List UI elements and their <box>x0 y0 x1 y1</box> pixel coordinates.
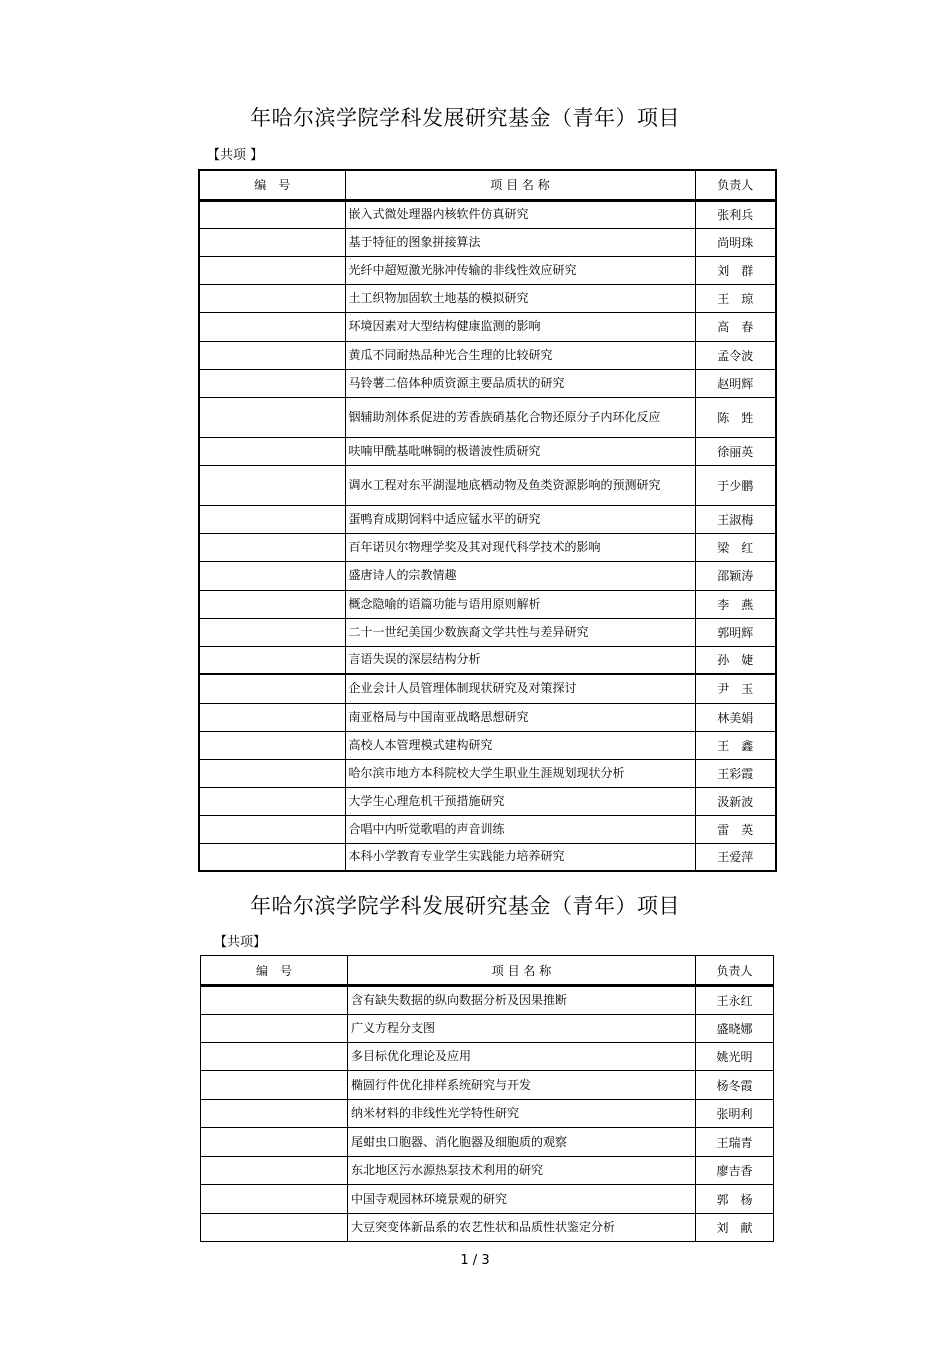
table-row <box>199 228 776 256</box>
number-cell <box>199 284 345 312</box>
project-name-cell: 高校人本管理模式建构研究 <box>345 731 695 759</box>
number-cell <box>201 1214 348 1242</box>
table-row <box>199 312 776 341</box>
leader-cell: 梁 红 <box>695 533 776 561</box>
number-cell <box>199 505 345 533</box>
table-row <box>199 284 776 312</box>
header-number: 编 号 <box>199 170 345 200</box>
project-name-cell: 企业会计人员管理体制现状研究及对策探讨 <box>345 674 695 703</box>
header-leader: 负责人 <box>695 170 776 200</box>
table-row <box>201 1185 774 1214</box>
header-project-name: 项 目 名 称 <box>348 956 696 986</box>
project-name-cell: 呋喃甲酰基吡啉铜的极谱波性质研究 <box>345 437 695 465</box>
table-row <box>199 341 776 369</box>
project-name-cell: 马铃薯二倍体种质资源主要品质状的研究 <box>345 369 695 397</box>
leader-cell: 尚明珠 <box>695 228 776 256</box>
project-name-cell: 调水工程对东平湖湿地底栖动物及鱼类资源影响的预测研究 <box>345 465 695 505</box>
project-name-cell: 黄瓜不同耐热品种光合生理的比较研究 <box>345 341 695 369</box>
number-cell <box>199 561 345 590</box>
number-cell <box>199 843 345 871</box>
leader-cell: 王永红 <box>696 986 774 1015</box>
table-row <box>199 815 776 843</box>
number-cell <box>201 1015 348 1043</box>
table-row <box>201 1214 774 1242</box>
table-row <box>201 1071 774 1100</box>
project-name-cell: 盛唐诗人的宗教情趣 <box>345 561 695 590</box>
section2-title: 年哈尔滨学院学科发展研究基金（青年）项目 <box>250 894 680 918</box>
table-row <box>201 1100 774 1128</box>
leader-cell: 王彩霞 <box>695 759 776 787</box>
leader-cell: 尹 玉 <box>695 674 776 703</box>
table-row <box>199 465 776 505</box>
section2-count-label: 【共项】 <box>214 935 267 950</box>
table-row <box>201 1128 774 1157</box>
table-row <box>199 200 776 228</box>
table-row <box>199 759 776 787</box>
table-row <box>199 505 776 533</box>
table-row <box>199 561 776 590</box>
header-leader: 负责人 <box>696 956 774 986</box>
number-cell <box>199 312 345 341</box>
number-cell <box>201 986 348 1015</box>
leader-cell: 盛晓娜 <box>696 1015 774 1043</box>
project-name-cell: 合唱中内听觉歌唱的声音训练 <box>345 815 695 843</box>
section1-title: 年哈尔滨学院学科发展研究基金（青年）项目 <box>250 106 680 130</box>
table-row <box>199 843 776 871</box>
table-row <box>199 731 776 759</box>
table-row <box>199 787 776 815</box>
number-cell <box>199 759 345 787</box>
leader-cell: 林美娟 <box>695 703 776 731</box>
leader-cell: 王瑞青 <box>696 1128 774 1157</box>
number-cell <box>199 341 345 369</box>
number-cell <box>199 674 345 703</box>
project-name-cell: 大学生心理危机干预措施研究 <box>345 787 695 815</box>
leader-cell: 杨冬霞 <box>696 1071 774 1100</box>
table-row <box>201 986 774 1015</box>
table-row <box>199 437 776 465</box>
project-name-cell: 中国寺观园林环境景观的研究 <box>348 1185 696 1214</box>
leader-cell: 雷 英 <box>695 815 776 843</box>
table-row <box>199 256 776 284</box>
header-number: 编 号 <box>201 956 348 986</box>
table-row <box>201 1043 774 1071</box>
project-name-cell: 南亚格局与中国南亚战略思想研究 <box>345 703 695 731</box>
project-name-cell: 含有缺失数据的纵向数据分析及因果推断 <box>348 986 696 1015</box>
leader-cell: 邵颖涛 <box>695 561 776 590</box>
project-name-cell: 言语失误的深层结构分析 <box>345 646 695 674</box>
project-name-cell: 大豆突变体新品系的农艺性状和品质性状鉴定分析 <box>348 1214 696 1242</box>
project-name-cell: 椭圆行件优化排样系统研究与开发 <box>348 1071 696 1100</box>
number-cell <box>199 465 345 505</box>
project-name-cell: 二十一世纪美国少数族裔文学共性与差异研究 <box>345 618 695 646</box>
project-name-cell: 哈尔滨市地方本科院校大学生职业生涯规划现状分析 <box>345 759 695 787</box>
leader-cell: 赵明辉 <box>695 369 776 397</box>
project-name-cell: 嵌入式微处理器内核软件仿真研究 <box>345 200 695 228</box>
leader-cell: 王爱萍 <box>695 843 776 871</box>
number-cell <box>199 256 345 284</box>
number-cell <box>201 1157 348 1185</box>
section2-project-table <box>200 955 774 1242</box>
number-cell <box>201 1100 348 1128</box>
leader-cell: 张利兵 <box>695 200 776 228</box>
project-name-cell: 环境因素对大型结构健康监测的影响 <box>345 312 695 341</box>
table-row <box>199 703 776 731</box>
leader-cell: 郭明辉 <box>695 618 776 646</box>
leader-cell: 于少鹏 <box>695 465 776 505</box>
project-name-cell: 基于特征的图象拼接算法 <box>345 228 695 256</box>
leader-cell: 张明利 <box>696 1100 774 1128</box>
table-row <box>199 369 776 397</box>
number-cell <box>199 703 345 731</box>
page-number: 1 / 3 <box>460 1253 490 1268</box>
number-cell <box>199 397 345 437</box>
table-row <box>199 397 776 437</box>
project-name-cell: 光纤中超短激光脉冲传输的非线性效应研究 <box>345 256 695 284</box>
project-name-cell: 多目标优化理论及应用 <box>348 1043 696 1071</box>
number-cell <box>201 1128 348 1157</box>
project-name-cell: 铟辅助剂体系促进的芳香族硝基化合物还原分子内环化反应 <box>345 397 695 437</box>
table-row <box>199 590 776 618</box>
number-cell <box>201 1185 348 1214</box>
leader-cell: 孟令波 <box>695 341 776 369</box>
project-name-cell: 百年诺贝尔物理学奖及其对现代科学技术的影响 <box>345 533 695 561</box>
number-cell <box>199 815 345 843</box>
number-cell <box>199 533 345 561</box>
table-row <box>199 674 776 703</box>
number-cell <box>199 369 345 397</box>
leader-cell: 孙 婕 <box>695 646 776 674</box>
leader-cell: 王 琼 <box>695 284 776 312</box>
number-cell <box>199 228 345 256</box>
leader-cell: 汲新波 <box>695 787 776 815</box>
table-row <box>199 533 776 561</box>
table-row <box>201 1157 774 1185</box>
number-cell <box>201 1071 348 1100</box>
header-project-name: 项 目 名 称 <box>345 170 695 200</box>
project-name-cell: 蛋鸭育成期饲料中适应锰水平的研究 <box>345 505 695 533</box>
project-name-cell: 土工织物加固软土地基的模拟研究 <box>345 284 695 312</box>
leader-cell: 徐丽英 <box>695 437 776 465</box>
leader-cell: 王淑梅 <box>695 505 776 533</box>
number-cell <box>199 437 345 465</box>
number-cell <box>199 731 345 759</box>
project-name-cell: 尾蚶虫口胞器、消化胞器及细胞质的观察 <box>348 1128 696 1157</box>
leader-cell: 刘 群 <box>695 256 776 284</box>
table-row <box>199 646 776 674</box>
project-name-cell: 广义方程分支图 <box>348 1015 696 1043</box>
section1-project-table <box>198 169 777 872</box>
project-name-cell: 东北地区污水源热泵技术利用的研究 <box>348 1157 696 1185</box>
leader-cell: 高 春 <box>695 312 776 341</box>
number-cell <box>199 200 345 228</box>
number-cell <box>201 1043 348 1071</box>
leader-cell: 刘 献 <box>696 1214 774 1242</box>
number-cell <box>199 618 345 646</box>
number-cell <box>199 590 345 618</box>
leader-cell: 陈 甡 <box>695 397 776 437</box>
leader-cell: 廖吉香 <box>696 1157 774 1185</box>
project-name-cell: 本科小学教育专业学生实践能力培养研究 <box>345 843 695 871</box>
number-cell <box>199 787 345 815</box>
project-name-cell: 概念隐喻的语篇功能与语用原则解析 <box>345 590 695 618</box>
leader-cell: 郭 杨 <box>696 1185 774 1214</box>
leader-cell: 李 燕 <box>695 590 776 618</box>
table-row <box>201 1015 774 1043</box>
leader-cell: 王 鑫 <box>695 731 776 759</box>
table-row <box>199 618 776 646</box>
section1-count-label: 【共项 】 <box>207 148 264 163</box>
leader-cell: 姚光明 <box>696 1043 774 1071</box>
project-name-cell: 纳米材料的非线性光学特性研究 <box>348 1100 696 1128</box>
number-cell <box>199 646 345 674</box>
